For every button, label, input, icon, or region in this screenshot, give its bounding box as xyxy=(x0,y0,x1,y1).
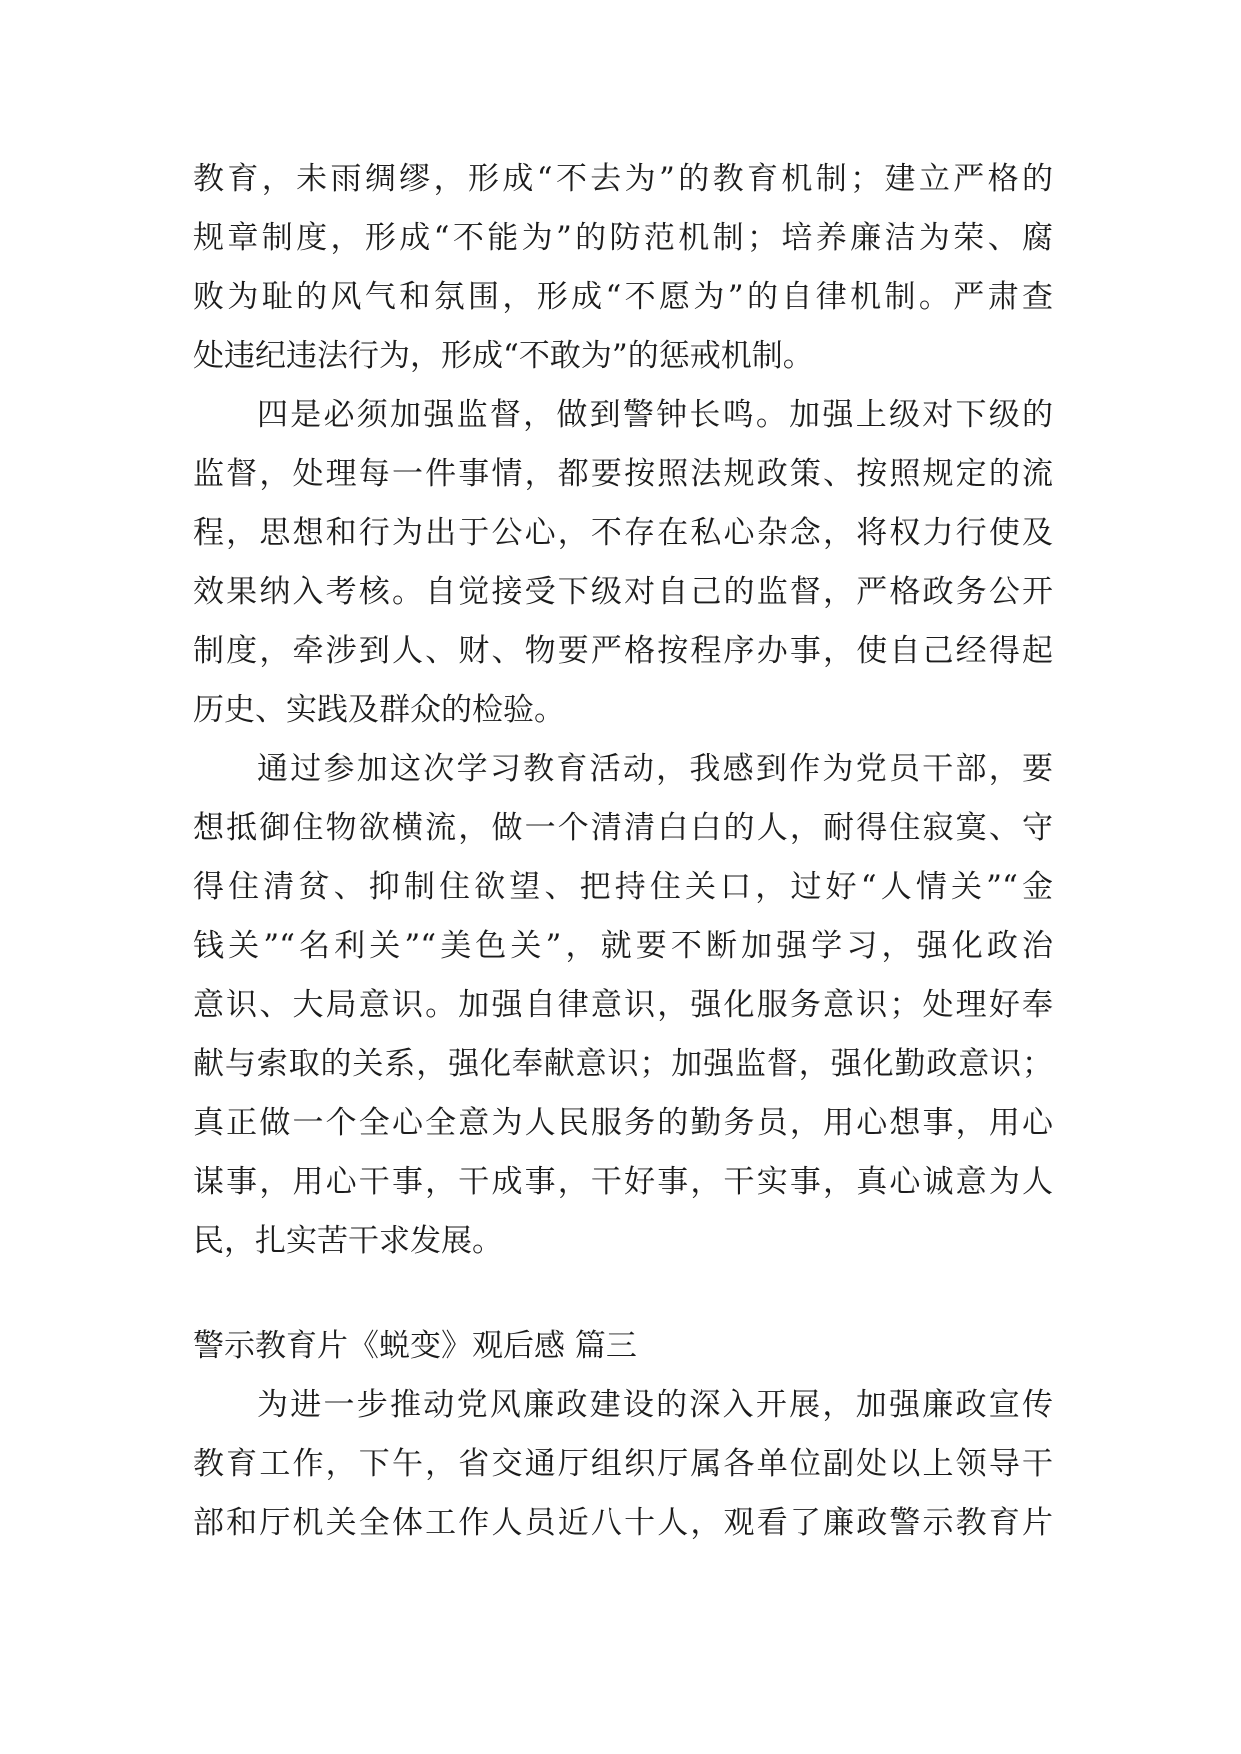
text-line: 效果纳入考核。自觉接受下级对自己的监督，严格政务公开 xyxy=(193,574,1053,610)
text-line: 规章制度，形成“不能为”的防范机制；培养廉洁为荣、腐 xyxy=(193,220,1053,256)
text-line: 真正做一个全心全意为人民服务的勤务员，用心想事，用心 xyxy=(193,1105,1053,1141)
text-line: 制度，牵涉到人、财、物要严格按程序办事，使自己经得起 xyxy=(193,633,1053,669)
text-line: 教育，未雨绸缪，形成“不去为”的教育机制；建立严格的 xyxy=(193,161,1053,197)
text-line: 教育工作，下午，省交通厅组织厅属各单位副处以上领导干 xyxy=(193,1446,1053,1482)
paragraph-supervision xyxy=(193,386,1053,740)
document-body xyxy=(193,150,1053,1553)
text-line: 为进一步推动党风廉政建设的深入开展，加强廉政宣传 xyxy=(257,1387,1053,1423)
text-line: 献与索取的关系，强化奉献意识；加强监督，强化勤政意识； xyxy=(193,1046,1053,1082)
text-line: 想抵御住物欲横流，做一个清清白白的人，耐得住寂寞、守 xyxy=(193,810,1053,846)
text-line: 谋事，用心干事，干成事，干好事，干实事，真心诚意为人 xyxy=(193,1164,1053,1200)
text-line: 得住清贫、抑制住欲望、把持住关口，过好“人情关”“金 xyxy=(193,869,1053,905)
text-line: 程，思想和行为出于公心，不存在私心杂念，将权力行使及 xyxy=(193,515,1053,551)
paragraph-section-intro xyxy=(193,1376,1053,1553)
paragraph-mechanisms xyxy=(193,150,1053,386)
text-line: 通过参加这次学习教育活动，我感到作为党员干部，要 xyxy=(257,751,1053,787)
text-line: 监督，处理每一件事情，都要按照法规政策、按照规定的流 xyxy=(193,456,1053,492)
section-spacer xyxy=(193,1271,1053,1317)
paragraph-conclusion xyxy=(193,740,1053,1271)
text-line: 败为耻的风气和氛围，形成“不愿为”的自律机制。严肃查 xyxy=(193,279,1053,315)
section-heading: 警示教育片《蜕变》观后感 篇三 xyxy=(193,1328,637,1364)
text-line: 部和厅机关全体工作人员近八十人，观看了廉政警示教育片 xyxy=(193,1505,1053,1541)
text-line: 意识、大局意识。加强自律意识，强化服务意识；处理好奉 xyxy=(193,987,1053,1023)
text-line: 历史、实践及群众的检验。 xyxy=(193,692,565,728)
text-line: 四是必须加强监督，做到警钟长鸣。加强上级对下级的 xyxy=(257,397,1053,433)
text-line: 钱关”“名利关”“美色关”，就要不断加强学习，强化政治 xyxy=(193,928,1053,964)
text-line: 民，扎实苦干求发展。 xyxy=(193,1223,503,1259)
text-line: 处违纪违法行为，形成“不敢为”的惩戒机制。 xyxy=(193,338,814,374)
